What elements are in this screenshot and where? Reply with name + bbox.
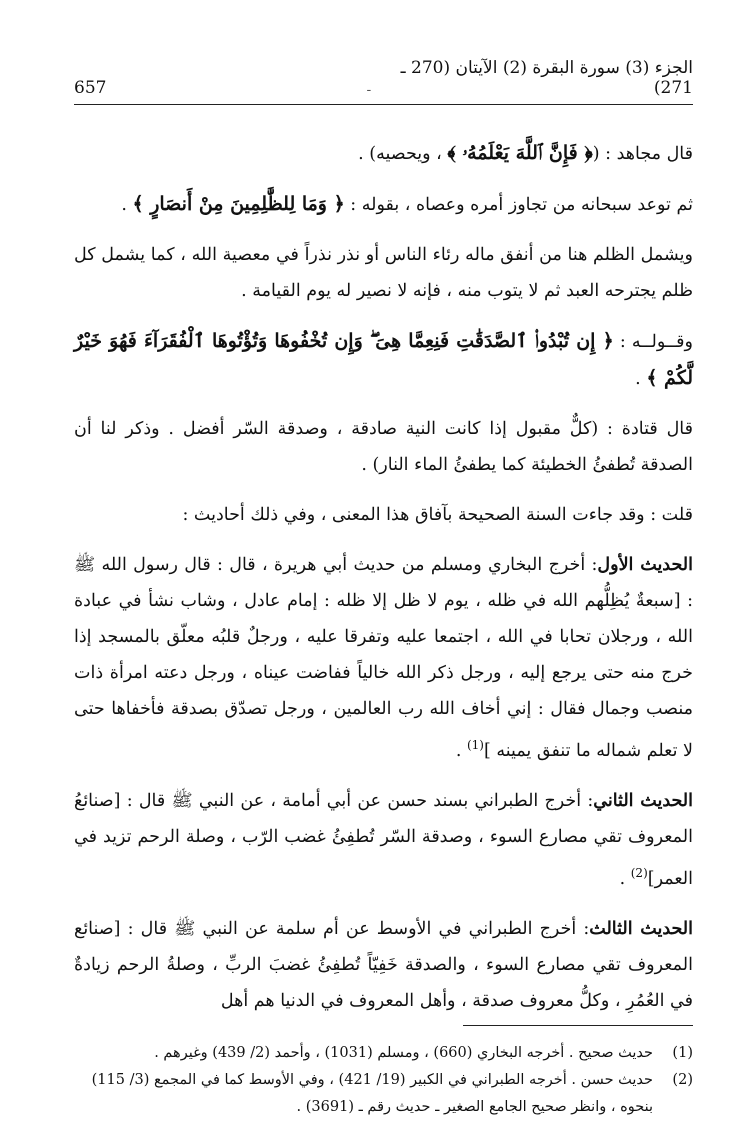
footnote-number: (1)	[672, 1044, 693, 1061]
hadith-first	[74, 547, 693, 769]
header-title: الجزء (3) سورة البقرة (2) الآيتان (270 ـ 271)	[400, 58, 693, 98]
hadith-third	[74, 911, 693, 1019]
hadith-label: الحديث الثاني	[593, 790, 693, 811]
text-segment: وقــولــه :	[613, 332, 693, 352]
paragraph-qatada: قال قتادة : (كلٌّ مقبول إذا كانت النية صادقة ، وصدقة السّر أفضل . وذكر لنا أن الصدقة تُطفئُ الخطيئة كما يطفئُ الماء النار) .	[74, 419, 693, 475]
text-segment: ثم توعد سبحانه من تجاوز أمره وعصاه ، بقوله :	[344, 195, 693, 215]
hadith-text: : أخرج البخاري ومسلم من حديث أبي هريرة ، قال : قال رسول الله ﷺ : [سبعةٌ يُظِلُّهم الله في ظله ، يوم لا ظل إلا ظله : إمام عادل ، وشاب نشأ في عبادة الله ، ورجلان تحابا في الله ، اجتمعا عليه وتفرقا عليه ، ورجلٌ قلبُه معلّق بالمسجد إذا خرج منه حتى يرجع إليه ، ورجل ذكر الله خالياً ففاضت عيناه ، ورجل دعته امرأة ذات منصب وجمال فقال : إني أخاف الله رب العالمين ، ورجل تصدّق بصدقة فأخفاها حتى لا تعلم شماله ما تنفق يمينه ]	[74, 555, 693, 761]
paragraph-verse	[74, 323, 693, 397]
paragraph-intro: قلت : وقد جاءت السنة الصحيحة بآفاق هذا المعنى ، وفي ذلك أحاديث :	[182, 505, 693, 525]
quran-verse: ﴿ إِن تُبْدُوا۟ ٱلصَّدَقَٰتِ فَنِعِمَّا هِىَ ۖ وَإِن تُخْفُوهَا وَتُؤْتُوهَا ٱلْفُقَرَآءَ فَهُوَ خَيْرٌ لَّكُمْ ﴾	[74, 330, 693, 389]
footnote-1	[74, 1040, 693, 1067]
footnote-text: حديث صحيح . أخرجه البخاري (660) ، ومسلم (1031) ، وأحمد (2/ 439) وغيرهم .	[154, 1044, 653, 1061]
footnote-separator	[463, 1025, 693, 1026]
text-segment: .	[455, 740, 467, 761]
hadith-text: : أخرج الطبراني بسند حسن عن أبي أمامة ، عن النبي ﷺ قال : [صنائعُ المعروف تقي مصارع السوء ، وصدقة السّر تُطفِئُ غضب الرّب ، وصلة الرحم تزيد في العمر]	[74, 790, 693, 889]
quran-verse: ﴿ وَمَا لِلظَّٰلِمِينَ مِنْ أَنصَارٍ ﴾	[132, 193, 345, 215]
footnote-number: (2)	[672, 1071, 693, 1088]
text-segment: ، ويحصيه) .	[358, 144, 448, 164]
hadith-label: الحديث الثالث	[589, 918, 693, 939]
hadith-label: الحديث الأول	[597, 555, 693, 575]
footnote-2-continuation: بنحوه ، وانظر صحيح الجامع الصغير ـ حديث رقم ـ (3691) .	[296, 1098, 653, 1115]
hadith-second	[74, 783, 693, 897]
text-segment: .	[635, 369, 647, 389]
paragraph-injustice: ويشمل الظلم هنا من أنفق ماله رئاء الناس أو نذر نذراً في معصية الله ، كما يشمل كل ظلم يجترحه العبد ثم لا يتوب منه ، فإنه لا نصير له يوم القيامة .	[74, 245, 693, 301]
text-segment: .	[121, 195, 133, 215]
footnote-ref: (1)	[466, 738, 484, 752]
paragraph-mujahid	[74, 135, 693, 172]
footnote-2	[74, 1067, 693, 1094]
text-segment: .	[619, 868, 631, 889]
text-segment: قال مجاهد : (	[592, 144, 693, 164]
paragraph-threat	[74, 186, 693, 223]
footnote-ref: (2)	[630, 865, 648, 880]
quran-verse: ﴿ فَإِنَّ ٱللَّهَ يَعْلَمُهُۥ ﴾	[447, 142, 593, 164]
footnote-text: حديث حسن . أخرجه الطبراني في الكبير (19/ 421) ، وفي الأوسط كما في المجمع (3/ 115)	[91, 1071, 653, 1088]
header-dash: -	[366, 82, 372, 98]
running-header	[74, 58, 693, 105]
hadith-text: : أخرج الطبراني في الأوسط عن أم سلمة عن النبي ﷺ قال : [صنائع المعروف تقي مصارع السوء ، والصدقة خَفِيّاً تُطفِئُ غضبَ الربِّ ، وصلةُ الرحم زيادةٌ في العُمُرِ ، وكلُّ معروف صدقة ، وأهل المعروف في الدنيا هم أهل	[74, 918, 693, 1011]
page-number: 657	[74, 78, 107, 98]
